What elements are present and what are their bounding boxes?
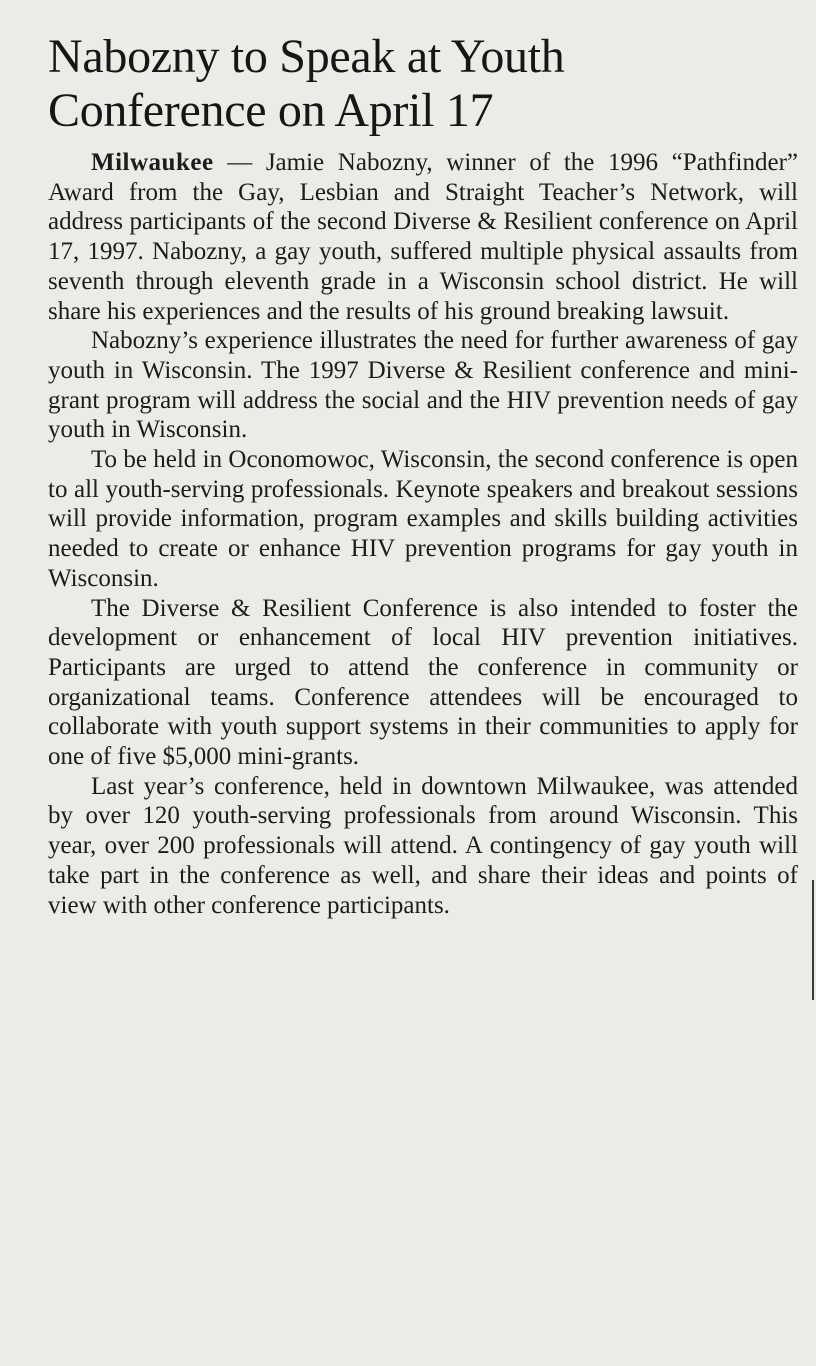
article-paragraph-3: To be held in Oconomowoc, Wisconsin, the second conference is open to all youth-serving professionals. Keynote speakers and breakout sessions will provide information, program examples and skills building activities needed to create or enhance HIV prevention programs for gay youth in Wisconsin. [48,446,798,592]
article-paragraph-2: Nabozny’s experience illustrates the need for further awareness of gay youth in Wisconsin. The 1997 Diverse & Resilient conference and mini-grant program will address the social and the HIV prevention needs of gay youth in Wisconsin. [48,327,798,444]
headline-line-1: Nabozny to Speak at Youth [48,30,565,83]
column-rule [812,880,814,1000]
paragraph-1-text: — Jamie Nabozny, winner of the 1996 “Pathfinder” Award from the Gay, Lesbian and Straight Teacher’s Network, will address participants of the second Diverse & Resilient conference on April 17, 1997. Nabozny, a gay youth, suffered multiple physical assaults from seventh through eleventh grade in a Wisconsin school district. He will share his experiences and the results of his ground breaking lawsuit. [48,149,798,325]
article-paragraph-5: Last year’s conference, held in downtown Milwaukee, was attended by over 120 youth-serving professionals from around Wisconsin. This year, over 200 professionals will attend. A contingency of gay youth will take part in the conference as well, and share their ideas and points of view with other conference participants. [48,772,798,919]
article-paragraph-1 [48,148,798,326]
article-body [48,148,798,920]
article-paragraph-4: The Diverse & Resilient Conference is also intended to foster the development or enhancement of local HIV prevention initiatives. Participants are urged to attend the conference in community or organizational teams. Conference attendees will be encouraged to collaborate with youth support systems in their communities to apply for one of five $5,000 mini-grants. [48,594,798,771]
dateline: Milwaukee [91,149,214,176]
headline-line-2: Conference on April 17 [48,84,494,137]
article-headline [48,30,798,138]
